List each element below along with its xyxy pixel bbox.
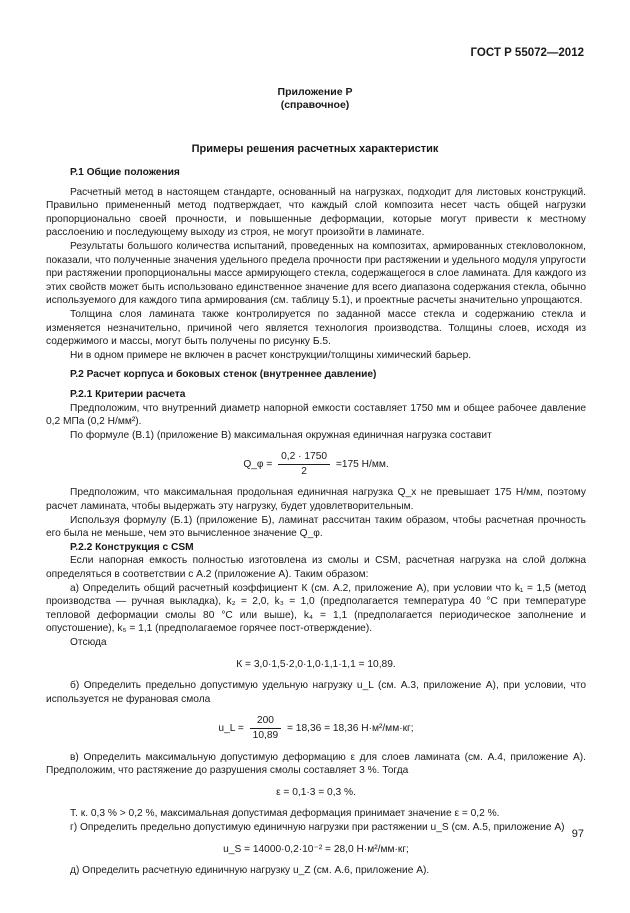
formula-epsilon: ε = 0,1·3 = 0,3 %. — [276, 786, 356, 798]
appendix-title: Приложение Р — [277, 86, 353, 98]
formula-u-l — [46, 714, 586, 742]
formula-k: К = 3,0·1,5·2,0·1,0·1,1·1,1 = 10,89. — [236, 658, 396, 670]
fraction-numerator: 200 — [250, 714, 282, 729]
paragraph: в) Определить максимальную допустимую деформацию ε для слоев ламината (см. А.4, приложение А). Предположим, что растяжение до разрушения смолы составляет 3 %. Тогда — [46, 751, 586, 777]
paragraph: Т. к. 0,3 % > 0,2 %, максимальная допустимая деформация принимает значение ε = 0,2 %. — [70, 808, 500, 820]
formula-rhs: =175 Н/мм. — [335, 459, 389, 471]
fraction — [278, 450, 330, 478]
paragraph: Предположим, что максимальная продольная единичная нагрузка Q_x не превышает 175 Н/мм, поэтому расчет ламината, чтобы выдержать эту нагрузку, будет удовлетворительным. — [46, 487, 586, 513]
formula-lhs: u_L = — [218, 723, 244, 735]
paragraph: Предположим, что внутренний диаметр напорной емкости составляет 1750 мм и общее рабочее давление 0,2 МПа (0,2 Н/мм²). — [46, 402, 586, 428]
paragraph: Отсюда — [70, 637, 107, 648]
formula-q-phi — [46, 450, 586, 478]
main-title: Примеры решения расчетных характеристик — [191, 143, 439, 155]
paragraph: Используя формулу (Б.1) (приложение Б), ламинат рассчитан таким образом, чтобы расчетная прочность его была не меньше, чем это вычисленное значение Q_φ. — [46, 514, 586, 540]
fraction-denominator: 2 — [301, 465, 307, 477]
fraction-numerator: 0,2 · 1750 — [278, 450, 330, 465]
fraction-denominator: 10,89 — [252, 729, 279, 741]
paragraph: г) Определить предельно допустимую единичную нагрузки при растяжении u_S (см. А.5, приложение А) — [70, 821, 565, 833]
appendix-subtitle: (справочное) — [280, 99, 350, 111]
formula-lhs: Q_φ = — [243, 459, 273, 471]
paragraph: По формуле (В.1) (приложение В) максимальная окружная единичная нагрузка составит — [70, 429, 492, 441]
subsection-heading-p21: Р.2.1 Критерии расчета — [70, 388, 186, 400]
formula-rhs: = 18,36 = 18,36 Н·м²/мм·кг; — [287, 723, 414, 735]
section-heading-p1: Р.1 Общие положения — [70, 167, 180, 178]
paragraph: Если напорная емкость полностью изготовлена из смолы и CSM, расчетная нагрузка на слой должна определяться в соответствии с А.2 (приложение А). Таким образом: — [46, 555, 586, 581]
paragraph: а) Определить общий расчетный коэффициент К (см. А.2, приложение А), при условии что k₁ = 1,5 (метод производства — ручная выкладка), k₂ = 2,0, k₃ = 1,0 (предполагается температура 40 °С при температуре тепловой деформации смолы 80 °С или выше), k₄ = 1,1 (предполагается периодическое заполнение и опустошение), k₅ = 1,1 (предполагаемое горячее пост-отверждение). — [46, 582, 586, 635]
fraction — [250, 714, 282, 742]
paragraph: Расчетный метод в настоящем стандарте, основанный на нагрузках, подходит для листовых конструкций. Правильно примененный метод подтверждает, что каждый слой композита несет часть общей нагрузки пропорционально своей прочности, и повышенные деформации, которые могут привести к местному расслоению и последующему выходу из строя, не могут произойти в ламинате. — [46, 186, 586, 239]
paragraph: б) Определить предельно допустимую удельную нагрузку u_L (см. А.3, приложение А), при условии, что используется не фурановая смола — [46, 680, 586, 705]
document-body — [46, 166, 586, 878]
paragraph: Ни в одном примере не включен в расчет конструкции/толщины химический барьер. — [70, 349, 472, 361]
paragraph: Результаты большого количества испытаний, проведенных на композитах, армированных стекловолокном, показали, что полученные значения удельного предела прочности при растяжении и удельного модуля упругости при растяжении пропорциональны массе армирующего стекла, содержащегося в слое ламината. Для каждого из этих свойств может быть использовано единственное значение для всего диапазона содержания стекла, обычно используемого для каждого типа армирования (см. таблицу 5.1), и проектные расчеты значительно упрощаются. — [46, 240, 586, 307]
standard-header: ГОСТ Р 55072—2012 — [470, 47, 584, 59]
subsection-heading-p22: Р.2.2 Конструкция с CSM — [70, 541, 194, 553]
formula-u-s: u_S = 14000·0,2·10⁻² = 28,0 Н·м²/мм·кг; — [223, 843, 409, 855]
paragraph: д) Определить расчетную единичную нагрузку u_Z (см. А.6, приложение А). — [70, 865, 430, 877]
paragraph: Толщина слоя ламината также контролируется по заданной массе стекла и содержанию стекла и изменяется незначительно, причиной чего является технология производства. Толщины слоев, исходя из содержимого и массы, могут быть получены по рисунку Б.5. — [46, 308, 586, 348]
page-number: 97 — [571, 828, 584, 840]
section-heading-p2: Р.2 Расчет корпуса и боковых стенок (внутреннее давление) — [70, 369, 377, 381]
